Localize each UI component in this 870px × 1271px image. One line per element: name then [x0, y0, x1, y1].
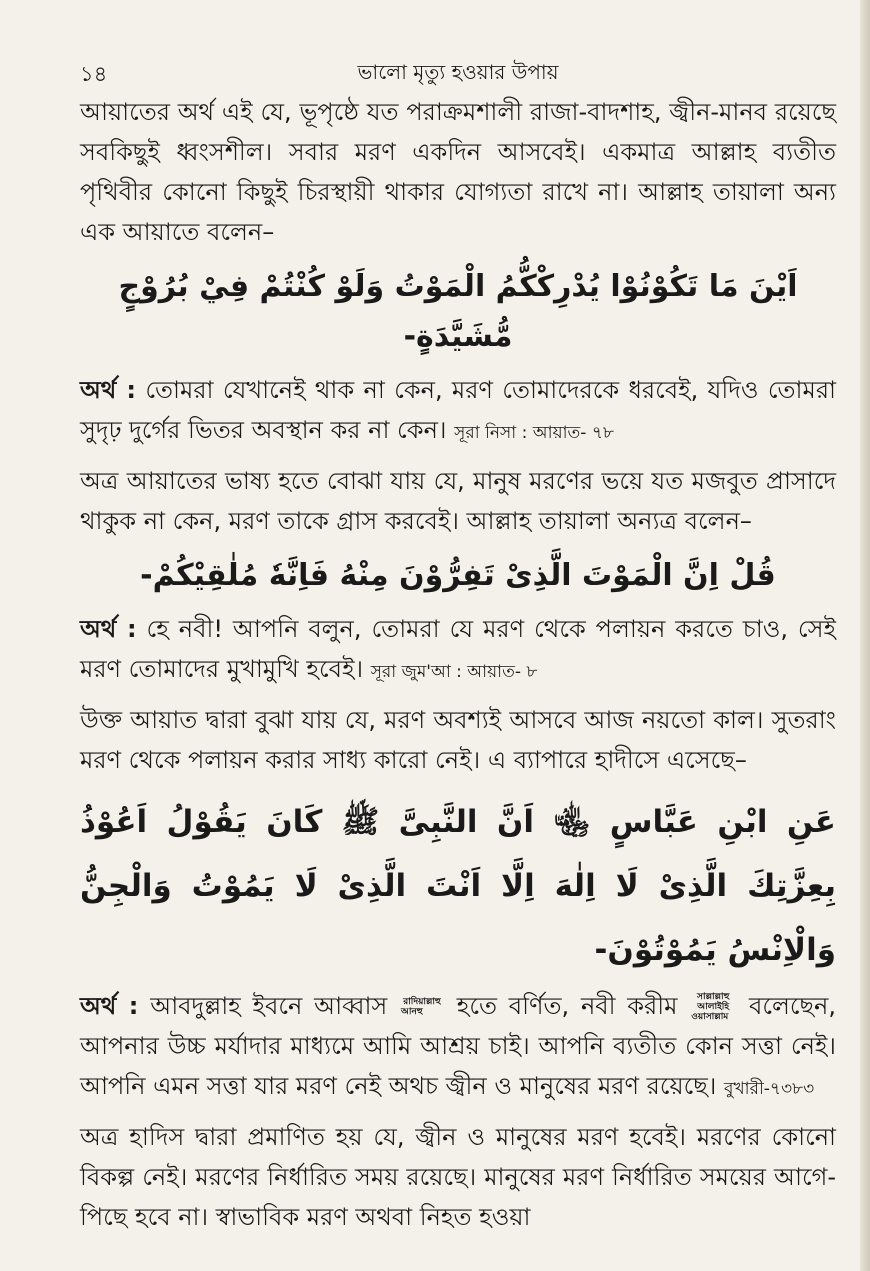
- meaning-2: [80, 609, 836, 692]
- meaning-text-part3: বলেছেন, আপনার উচ্চ মর্যাদার মাধ্যমে আমি আশ্রয় চাই। আপনি ব্যতীত কোন সত্তা নেই। আপনি এমন সত্তা যার মরণ নেই অথচ জ্বীন ও মানুষের মরণ রয়েছে।: [80, 992, 836, 1100]
- meaning-1: [80, 370, 836, 453]
- honorific-sallallahu: সাল্লাল্লাহু আলাইহি ওয়াসাল্লাম: [691, 992, 730, 1022]
- meaning-text: তোমরা যেখানেই থাক না কেন, মরণ তোমাদেরকে ধরবেই, যদিও তোমরা সুদৃঢ় দুর্গের ভিতর অবস্থান কর না কেন।: [80, 376, 837, 444]
- page-number: ১৪: [80, 62, 108, 86]
- running-title: ভালো মৃত্যু হওয়ার উপায়: [357, 60, 559, 84]
- hadith-reference: বুখারী-৭৩৮৩: [724, 1079, 815, 1099]
- paragraph-3: উক্ত আয়াত দ্বারা বুঝা যায় যে, মরণ অবশ্যই আসবে আজ নয়তো কাল। সুতরাং মরণ থেকে পলায়ন করার সাধ্য কারো নেই। এ ব্যাপারে হাদীসে এসেছে–: [80, 706, 836, 774]
- honorific-radiallahu: রাদিয়াল্লাহু আনহু: [401, 997, 441, 1017]
- meaning-text: হে নবী! আপনি বলুন, তোমরা যে মরণ থেকে পলায়ন করতে চাও, সেই মরণ তোমাদের মুখামুখি হবেই।: [80, 615, 837, 683]
- arabic-verse-1: اَيْنَ مَا تَكُوْنُوْا يُدْرِكْكُّمُ الْمَوْتُ وَلَوْ كُنْتُمْ فِيْ بُرُوْجٍ مُّشَيَّدَةٍ-: [118, 269, 798, 354]
- meaning-label: অর্থ :: [80, 615, 137, 643]
- page-header: [80, 52, 836, 92]
- arabic-verse-2: قُلْ اِنَّ الْمَوْتَ الَّذِىْ تَفِرُّوْنَ مِنْهُ فَاِنَّهٗ مُلٰقِيْكُمْ-: [140, 558, 776, 593]
- meaning-text-part1: আবদুল্লাহ ইবনে আব্বাস: [150, 992, 388, 1020]
- meaning-3: [80, 986, 836, 1109]
- verse-reference: সূরা জুম'আ : আয়াত- ৮: [370, 662, 538, 682]
- paragraph-4: অত্র হাদিস দ্বারা প্রমাণিত হয় যে, জ্বীন ও মানুষের মরণ হবেই। মরণের কোনো বিকল্প নেই। মরণের নির্ধারিত সময় রয়েছে। মানুষের মরণ নির্ধারিত সময়ের আগে-পিছে হবে না। স্বাভাবিক মরণ অথবা নিহত হওয়া: [80, 1123, 836, 1231]
- paragraph-2: অত্র আয়াতের ভাষ্য হতে বোঝা যায় যে, মানুষ মরণের ভয়ে যত মজবুত প্রাসাদে থাকুক না কেন, মরণ তাকে গ্রাস করবেই। আল্লাহ তায়ালা অন্যত্র বলেন–: [80, 467, 836, 535]
- meaning-text-part2: হতে বর্ণিত, নবী করীম: [456, 992, 678, 1020]
- verse-reference: সূরা নিসা : আয়াত- ৭৮: [454, 423, 614, 443]
- meaning-label: অর্থ :: [80, 376, 136, 404]
- arabic-hadith: عَنِ ابْنِ عَبَّاسٍ ﵄ اَنَّ النَّبِىَّ ﷺ كَانَ يَقُوْلُ اَعُوْذُ بِعِزَّتِكَ الَّذِىْ لَا اِلٰهَ اِلَّا اَنْتَ الَّذِىْ لَا يَمُوْتُ وَالْجِنُّ وَالْاِنْسُ يَمُوْتُوْنَ-: [80, 804, 836, 968]
- meaning-label: অর্থ :: [80, 992, 139, 1020]
- paragraph-1: আয়াতের অর্থ এই যে, ভূপৃষ্ঠে যত পরাক্রমশালী রাজা-বাদশাহ, জ্বীন-মানব রয়েছে সবকিছুই ধ্বংসশীল। সবার মরণ একদিন আসবেই। একমাত্র আল্লাহ ব্যতীত পৃথিবীর কোনো কিছুই চিরস্থায়ী থাকার যোগ্যতা রাখে না। আল্লাহ তায়ালা অন্য এক আয়াতে বলেন–: [80, 98, 836, 246]
- book-spine-shadow: [860, 0, 870, 1271]
